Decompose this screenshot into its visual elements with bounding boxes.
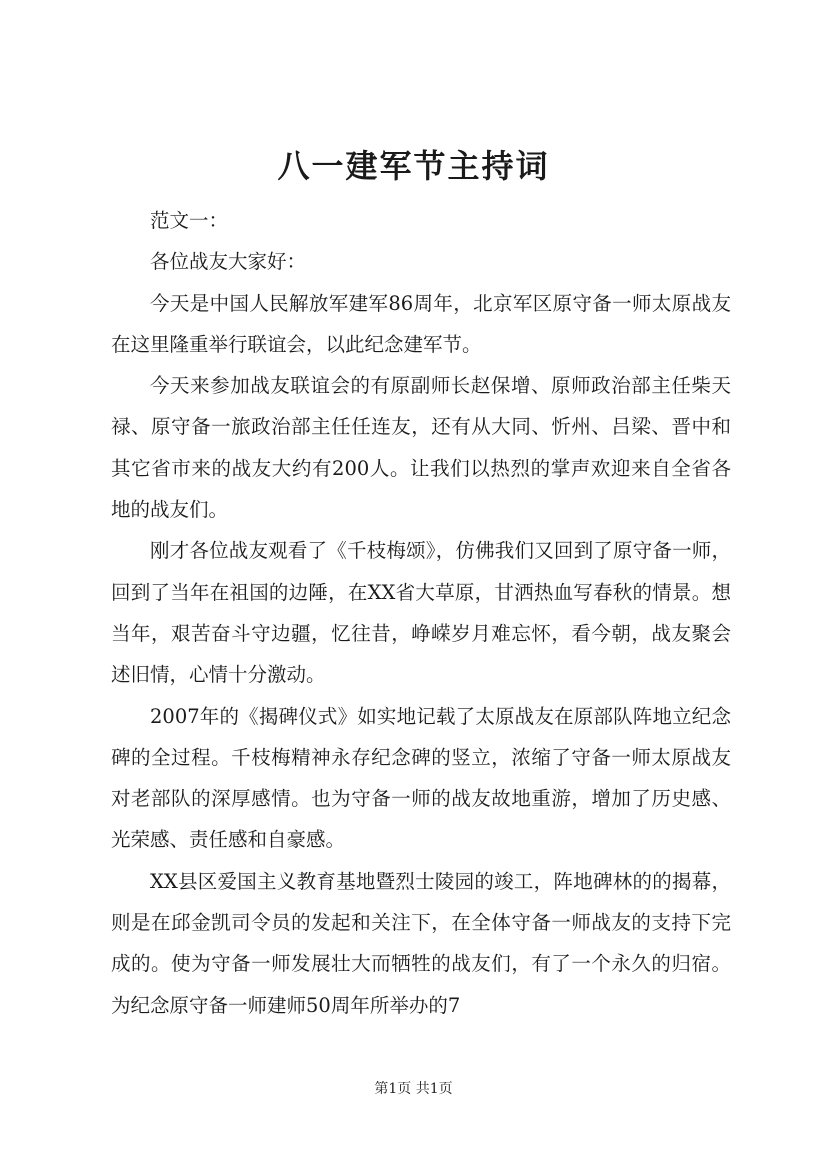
paragraph-greeting: 各位战友大家好： bbox=[150, 250, 307, 274]
paragraph-intro: 今天是中国人民解放军建军86周年，北京军区原守备一师太原战友在这里隆重举行联谊会，以此纪念建军节。 bbox=[111, 291, 731, 356]
paragraph-attendees: 今天来参加战友联谊会的有原副师长赵保增、原师政治部主任柴天禄、原守备一旅政治部主任任连友，还有从大同、忻州、吕梁、晋中和其它省市来的战友大约有200人。让我们以热烈的掌声欢迎来自全省各地的战友们。 bbox=[111, 374, 731, 522]
paragraph-cemetery: XX县区爱国主义教育基地暨烈士陵园的竣工，阵地碑林的的揭幕，则是在邱金凯司令员的发起和关注下，在全体守备一师战友的支持下完成的。使为守备一师发展壮大而牺牲的战友们，有了一个永久的归宿。为纪念原守备一师建师50周年所举办的7 bbox=[111, 869, 731, 1017]
document-body bbox=[111, 200, 731, 1026]
paragraph-monument: 2007年的《揭碑仪式》如实地记载了太原战友在原部队阵地立纪念碑的全过程。千枝梅精神永存纪念碑的竖立，浓缩了守备一师太原战友对老部队的深厚感情。也为守备一师的战友故地重游，增加了历史感、光荣感、责任感和自豪感。 bbox=[111, 704, 731, 852]
document-title: 八一建军节主持词 bbox=[277, 147, 550, 185]
page-footer: 第1页 共1页 bbox=[374, 1081, 453, 1097]
paragraph-memories: 刚才各位战友观看了《千枝梅颂》，仿佛我们又回到了原守备一师，回到了当年在祖国的边陲，在XX省大草原，甘洒热血写春秋的情景。想当年，艰苦奋斗守边疆，忆往昔，峥嵘岁月难忘怀，看今朝，战友聚会述旧情，心情十分激动。 bbox=[111, 539, 731, 687]
paragraph-salutation-label: 范文一： bbox=[150, 209, 229, 232]
